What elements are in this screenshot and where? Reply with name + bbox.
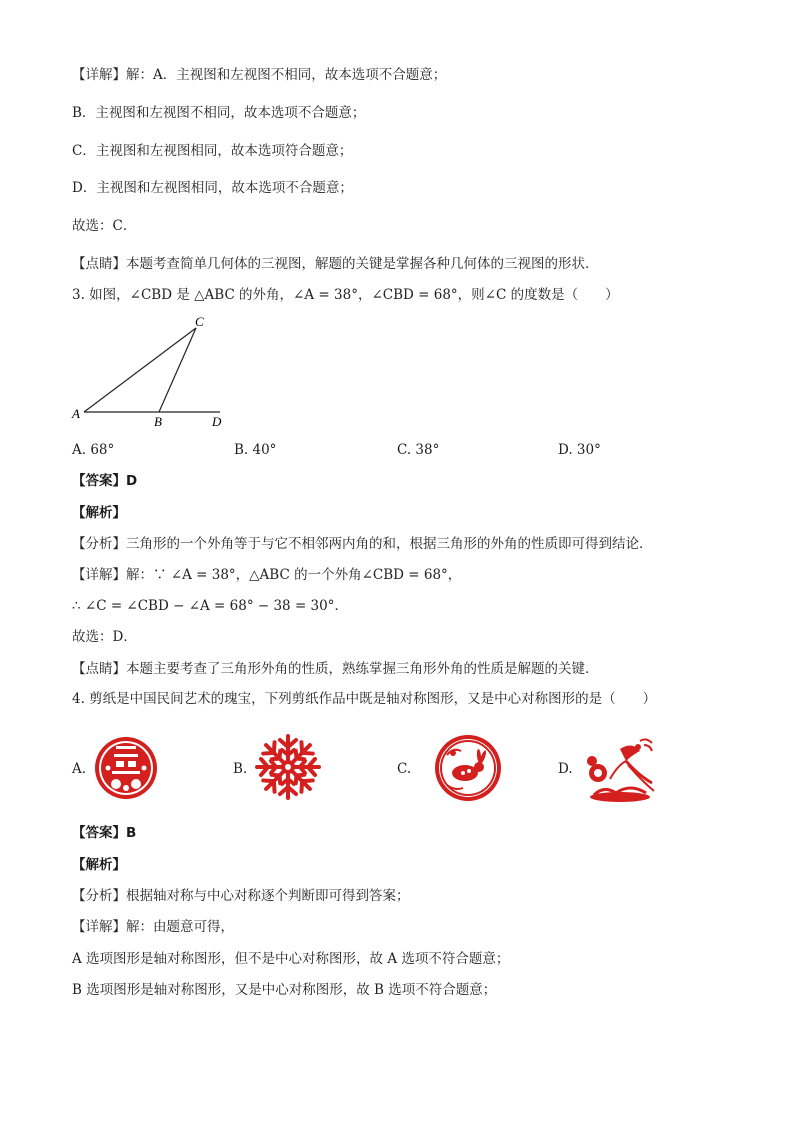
detail-line-d: D．主视图和左视图相同，故本选项不合题意； (72, 180, 353, 196)
q4-option-c-letter: C. (397, 761, 412, 777)
q3-fenxi: 【分析】三角形的一个外角等于与它不相邻两内角的和，根据三角形的外角的性质即可得到结论． (72, 536, 653, 552)
q3-choose: 故选：D． (72, 629, 137, 645)
segment-ac (84, 328, 196, 412)
q4-a-line: A 选项图形是轴对称图形，但不是中心对称图形，故 A 选项不符合题意； (72, 951, 510, 967)
q4-stem: 4. 剪纸是中国民间艺术的瑰宝，下列剪纸作品中既是轴对称图形，又是中心对称图形的是（ ） (72, 691, 657, 707)
q3-dianjing: 【点睛】本题主要考查了三角形外角的性质，熟练掌握三角形外角的性质是解题的关键． (72, 661, 599, 677)
q3-option-d: D. 30° (558, 442, 601, 458)
detail-line-c: C．主视图和左视图相同，故本选项符合题意； (72, 143, 353, 159)
q4-option-a-letter: A. (72, 761, 87, 777)
papercut-snowflake-image (253, 732, 323, 802)
q4-xiangjie: 【详解】解：由题意可得， (72, 919, 234, 935)
q3-answer: 【答案】D (72, 473, 138, 489)
q3-therefore: ∴ ∠C = ∠CBD − ∠A = 68° − 38 = 30°． (72, 598, 348, 614)
q3-option-c: C. 38° (397, 442, 440, 458)
triangle-figure (70, 312, 240, 432)
q4-answer: 【答案】B (72, 825, 137, 841)
q4-option-b-letter: B. (233, 761, 248, 777)
q3-xiangjie: 【详解】解：∵ ∠A = 38°，△ABC 的一个外角∠CBD = 68°， (72, 567, 462, 583)
q3-stem: 3. 如图，∠CBD 是 △ABC 的外角，∠A = 38°，∠CBD = 68°，则∠C 的度数是（ ） (72, 287, 619, 303)
q4-option-d-letter: D. (558, 761, 573, 777)
label-d: D (212, 414, 222, 429)
detail-line-b: B．主视图和左视图不相同，故本选项不合题意； (72, 105, 366, 121)
detail-line-a: 【详解】解：A．主视图和左视图不相同，故本选项不合题意； (72, 67, 447, 83)
papercut-phoenix-peony-image (580, 735, 658, 805)
dianjing-line: 【点睛】本题考查简单几何体的三视图，解题的关键是掌握各种几何体的三视图的形状． (72, 256, 599, 272)
label-b: B (154, 414, 162, 429)
label-a: A (72, 406, 80, 421)
q3-analysis-tag: 【解析】 (72, 505, 126, 521)
segment-bc (159, 328, 196, 412)
q3-option-a: A. 68° (72, 442, 115, 458)
label-c: C (195, 314, 204, 329)
papercut-rabbit-image (433, 733, 503, 803)
q4-fenxi: 【分析】根据轴对称与中心对称逐个判断即可得到答案； (72, 888, 410, 904)
choose-line: 故选：C． (72, 218, 137, 234)
q3-option-b: B. 40° (234, 442, 277, 458)
papercut-double-happiness-image (94, 732, 158, 804)
q4-analysis-tag: 【解析】 (72, 857, 126, 873)
q4-b-line: B 选项图形是轴对称图形，又是中心对称图形，故 B 选项不符合题意； (72, 982, 497, 998)
